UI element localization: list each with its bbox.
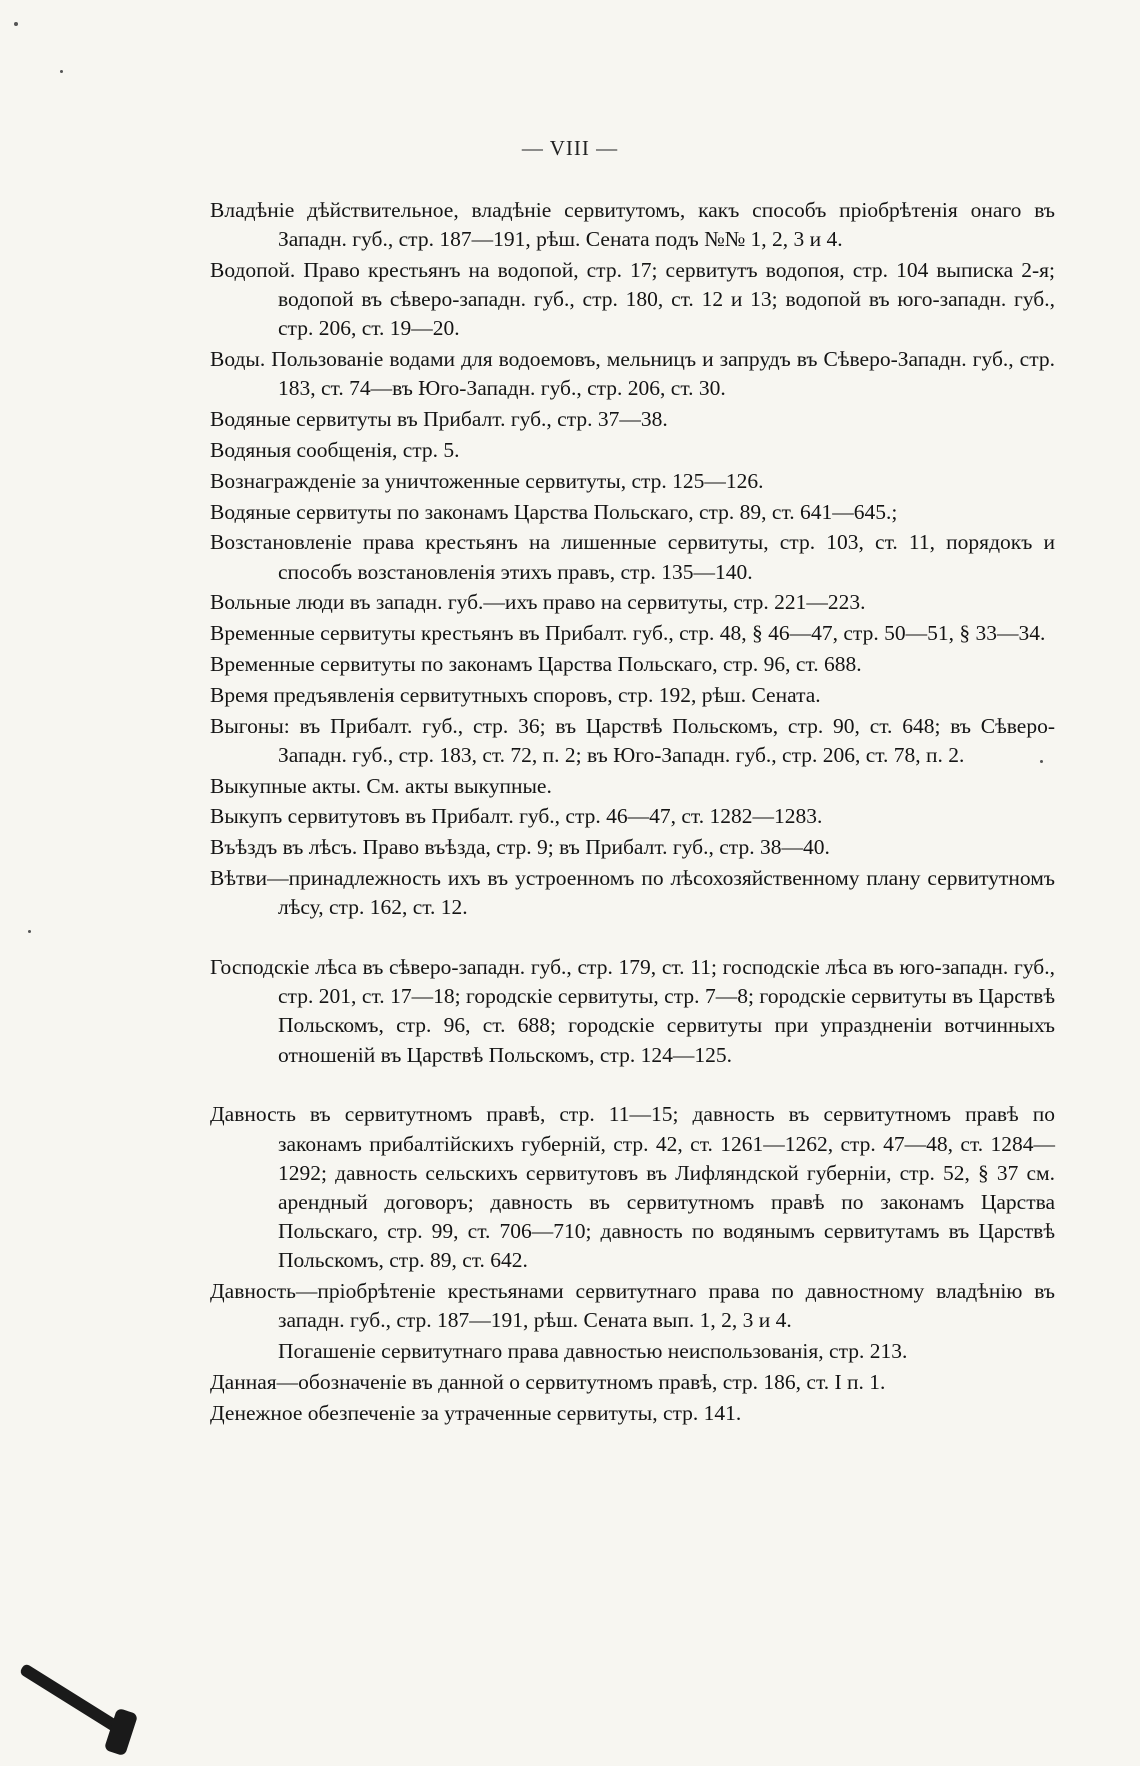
index-list — [210, 196, 1055, 1430]
index-entry: Данная—обозначеніе въ данной о сервитутномъ правѣ, стр. 186, ст. I п. 1. — [210, 1369, 886, 1394]
index-entry: Выкупъ сервитутовъ въ Прибалт. губ., стр. 46—47, ст. 1282—1283. — [210, 804, 823, 829]
group-separator — [210, 1071, 1055, 1100]
scan-speck — [60, 70, 63, 73]
index-entry: Временные сервитуты по законамъ Царства Польскаго, стр. 96, ст. 688. — [210, 651, 862, 676]
index-entry: Возстановленіе права крестьянъ на лишенные сервитуты, стр. 103, ст. 11, порядокъ и способъ возстановленія этихъ правъ, стр. 135—140. — [210, 530, 1055, 584]
scan-speck — [1040, 760, 1043, 763]
index-entry: Воды. Пользованіе водами для водоемовъ, мельницъ и запрудъ въ Сѣверо-Западн. губ., стр. 183, ст. 74—въ Юго-Западн. губ., стр. 206, ст. 30. — [210, 347, 1055, 401]
index-entry: Временные сервитуты крестьянъ въ Прибалт. губ., стр. 48, § 46—47, стр. 50—51, § 33—34. — [210, 621, 1046, 646]
page-number: — VIII — — [521, 136, 619, 160]
index-entry: Въѣздъ въ лѣсъ. Право въѣзда, стр. 9; въ Прибалт. губ., стр. 38—40. — [210, 835, 830, 860]
index-entry: Выгоны: въ Прибалт. губ., стр. 36; въ Царствѣ Польскомъ, стр. 90, ст. 648; въ Сѣверо-Западн. губ., стр. 183, ст. 72, п. 2; въ Юго-Западн. губ., стр. 206, ст. 78, п. 2. — [210, 713, 1055, 767]
index-entry: Давность въ сервитутномъ правѣ, стр. 11—15; давность въ сервитутномъ правѣ по законамъ прибалтійскихъ губерній, стр. 42, ст. 1261—1262, стр. 47—48, ст. 1284—1292; давность сельскихъ сервитутовъ въ Лифляндской губерніи, стр. 52, § 37 см. арендный договоръ; давность въ сервитутномъ правѣ по законамъ Царства Польскаго, стр. 99, ст. 706—710; давность по водянымъ сервитутамъ въ Царствѣ Польскомъ, стр. 89, ст. 642. — [210, 1102, 1055, 1273]
index-entry: Вольные люди въ западн. губ.—ихъ право на сервитуты, стр. 221—223. — [210, 590, 866, 615]
index-entry: Господскіе лѣса въ сѣверо-западн. губ., стр. 179, ст. 11; господскіе лѣса въ юго-западн. губ., стр. 201, ст. 17—18; городскіе сервитуты, стр. 7—8; городскіе сервитуты въ Царствѣ Польскомъ, стр. 96, ст. 688; городскіе сервитуты при упраздненіи вотчинныхъ отношеній въ Царствѣ Польскомъ, стр. 124—125. — [210, 954, 1055, 1067]
index-entry: Денежное обезпеченіе за утраченные сервитуты, стр. 141. — [210, 1400, 742, 1425]
scan-artifact-mark — [19, 1663, 125, 1736]
scan-speck — [14, 22, 18, 26]
index-entry: Вознагражденіе за уничтоженные сервитуты, стр. 125—126. — [210, 468, 764, 493]
index-entry: Вѣтви—принадлежность ихъ въ устроенномъ по лѣсохозяйственному плану сервитутномъ лѣсу, стр. 162, ст. 12. — [210, 865, 1055, 920]
index-entry: Водяные сервитуты въ Прибалт. губ., стр. 37—38. — [210, 407, 668, 432]
index-entry-continuation: Погашеніе сервитутнаго права давностью неиспользованія, стр. 213. — [278, 1339, 908, 1364]
scan-speck — [28, 930, 31, 933]
index-entry: Давность—пріобрѣтеніе крестьянами сервитутнаго права по давностному владѣнію въ западн. губ., стр. 187—191, рѣш. Сената вып. 1, 2, 3 и 4. — [210, 1279, 1055, 1333]
index-entry: Водяные сервитуты по законамъ Царства Польскаго, стр. 89, ст. 641—645.; — [210, 499, 898, 524]
index-entry: Владѣніе дѣйствительное, владѣніе сервитутомъ, какъ способъ пріобрѣтенія онаго въ Западн. губ., стр. 187—191, рѣш. Сената подъ №№ 1, 2, 3 и 4. — [210, 198, 1055, 252]
group-separator — [210, 924, 1055, 953]
index-entry: Водопой. Право крестьянъ на водопой, стр. 17; сервитутъ водопоя, стр. 104 выписка 2-я; водопой въ сѣверо-западн. губ., стр. 180, ст. 12 и 13; водопой въ юго-западн. губ., стр. 206, ст. 19—20. — [210, 258, 1055, 341]
index-entry: Выкупные акты. См. акты выкупные. — [210, 773, 552, 798]
index-entry: Водяныя сообщенія, стр. 5. — [210, 438, 460, 462]
index-entry: Время предъявленія сервитутныхъ споровъ, стр. 192, рѣш. Сената. — [210, 682, 821, 707]
